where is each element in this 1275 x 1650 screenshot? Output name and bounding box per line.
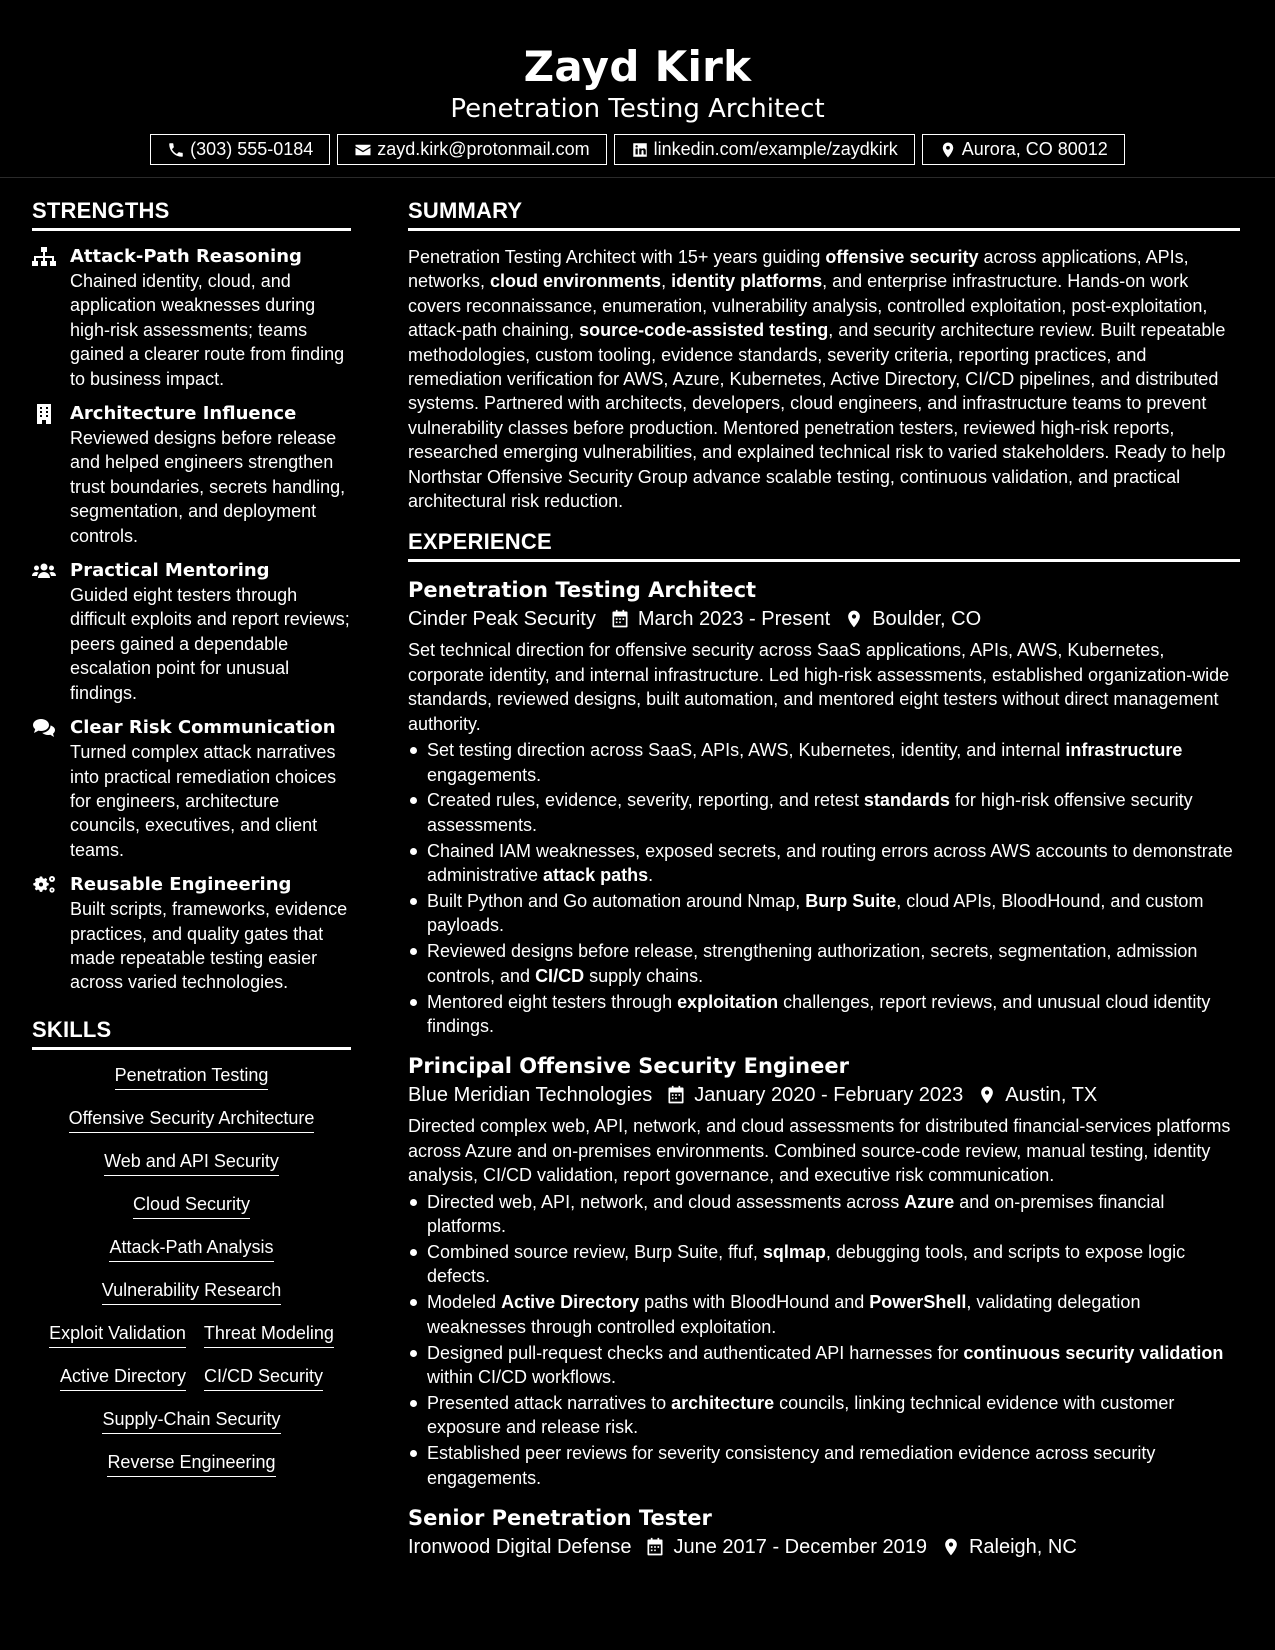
map-pin-icon [941, 1537, 961, 1557]
contact-bar [0, 134, 1275, 165]
contact-text: (303) 555-0184 [190, 139, 314, 159]
contact-text: zayd.kirk@protonmail.com [377, 139, 590, 159]
bold-keyword: exploitation [677, 991, 779, 1012]
map-pin-icon [844, 609, 864, 629]
strength-title: Architecture Influence [70, 403, 297, 425]
text-segment: , validating delegation weaknesses through controlled exploitation. [427, 1292, 1141, 1337]
bold-keyword: cloud environments [490, 271, 662, 292]
job-bullet [408, 939, 1240, 988]
skill-tag: Web and API Security [104, 1150, 279, 1176]
text-segment: , and security architecture review. Built repeatable methodologies, custom tooling, evidence standards, severity criteria, reporting practices, and remediation verification for AWS, Azure, Kubernetes, Active Directory, CI/CD pipelines, and distributed systems. Partnered with architects, developers, cloud engineers, and infrastructure teams to prevent vulnerability classes before production. Mentored penetration testers, reviewed high-risk reports, researched emerging vulnerabilities, and explained technical risk to varied stakeholders. Ready to help Northstar Offensive Security Group advance scalable testing, continuous validation, and practical architectural risk reduction. [408, 320, 1226, 512]
skill-row [32, 1365, 351, 1391]
text-segment: Presented attack narratives to [427, 1392, 672, 1413]
skill-row [32, 1107, 351, 1133]
skill-tag: CI/CD Security [204, 1365, 323, 1391]
skill-tag: Offensive Security Architecture [69, 1107, 315, 1133]
job-bullet [408, 1290, 1240, 1339]
bold-keyword: PowerShell [869, 1292, 967, 1313]
text-segment: supply chains. [584, 965, 704, 986]
users-icon [32, 561, 56, 581]
job-dates: January 2020 - February 2023 [694, 1084, 964, 1107]
skill-tag: Active Directory [60, 1365, 186, 1391]
right-column [408, 198, 1240, 1576]
skill-tag: Cloud Security [133, 1193, 250, 1219]
skills-list [32, 1064, 351, 1477]
text-segment: Combined source review, Burp Suite, ffuf, [427, 1242, 763, 1262]
bold-keyword: Burp Suite [805, 891, 897, 912]
job-bullet [408, 1341, 1240, 1390]
strength-title: Clear Risk Communication [70, 717, 336, 739]
strength-item [32, 873, 351, 995]
candidate-name: Zayd Kirk [523, 42, 752, 91]
job-location: Boulder, CO [872, 608, 982, 631]
skill-row [32, 1064, 351, 1090]
skill-tag: Attack-Path Analysis [109, 1236, 273, 1262]
text-segment: for high-risk offensive security assessments. [427, 790, 1193, 835]
text-segment: Mentored eight testers through [427, 991, 678, 1012]
text-segment: paths with BloodHound and [639, 1292, 870, 1313]
text-segment: . [648, 865, 654, 886]
text-segment: , [661, 271, 672, 292]
job-bullet [408, 738, 1240, 787]
text-segment: Created rules, evidence, severity, reporting, and retest [427, 790, 864, 811]
text-segment: Penetration Testing Architect with 15+ years guiding [408, 247, 826, 267]
job-entry [408, 576, 1240, 1038]
contact-phone[interactable] [150, 134, 330, 165]
job-entry [408, 1052, 1240, 1490]
left-column [32, 198, 351, 1494]
contact-text: Aurora, CO 80012 [961, 139, 1108, 159]
strength-title: Reusable Engineering [70, 874, 292, 896]
strengths-heading: STRENGTHS [32, 198, 351, 231]
skill-tag: Reverse Engineering [107, 1451, 275, 1477]
skill-tag: Threat Modeling [204, 1322, 334, 1348]
skill-row [32, 1150, 351, 1176]
job-bullet [408, 889, 1240, 938]
text-segment: Built Python and Go automation around Nmap, [427, 891, 806, 912]
job-bullet [408, 1441, 1240, 1490]
linkedin-icon [631, 141, 649, 159]
bold-keyword: sqlmap [762, 1242, 826, 1262]
job-bullet [408, 1190, 1240, 1239]
strength-description: Reviewed designs before release and helped engineers strengthen trust boundaries, secrets handling, segmentation, and deployment controls. [70, 428, 346, 546]
text-segment: within CI/CD workflows. [427, 1367, 617, 1388]
experience-heading: EXPERIENCE [408, 529, 1240, 562]
cogs-icon [32, 875, 56, 895]
strength-title: Practical Mentoring [70, 560, 270, 582]
text-segment: councils, linking technical evidence with customer exposure and release risk. [427, 1392, 1175, 1438]
skill-row [32, 1322, 351, 1348]
sitemap-icon [32, 247, 56, 267]
skill-row [32, 1408, 351, 1434]
job-description: Directed complex web, API, network, and cloud assessments for distributed financial-services platforms across Azure and on-premises environments. Combined source-code review, manual testing, identity analysis, CI/CD validation, report governance, and executive risk communication. [408, 1116, 1231, 1186]
map-pin-icon [939, 141, 957, 159]
job-company: Ironwood Digital Defense [408, 1536, 632, 1559]
job-company: Blue Meridian Technologies [408, 1084, 653, 1107]
text-segment: across applications, APIs, networks, [408, 247, 1189, 292]
building-icon [32, 404, 56, 424]
contact-text: linkedin.com/example/zaydkirk [653, 139, 898, 159]
strength-item [32, 716, 351, 862]
text-segment: Designed pull-request checks and authenticated API harnesses for [427, 1342, 964, 1363]
skill-tag: Vulnerability Research [102, 1279, 281, 1305]
text-segment: challenges, report reviews, and unusual cloud identity findings. [427, 991, 1211, 1037]
comments-icon [32, 718, 56, 738]
contact-location[interactable] [922, 134, 1125, 165]
bold-keyword: attack paths [543, 865, 649, 886]
experience-list [408, 576, 1240, 1562]
job-bullet [408, 1240, 1240, 1289]
envelope-icon [354, 141, 372, 159]
bold-keyword: continuous security validation [963, 1342, 1224, 1363]
text-segment: Established peer reviews for severity consistency and remediation evidence across security engagements. [427, 1443, 1156, 1488]
job-bullet [408, 990, 1240, 1039]
job-description: Set technical direction for offensive security across SaaS applications, APIs, AWS, Kubernetes, corporate identity, and internal infrastructure. Led high-risk assessments, established organization-wide standards, reviewed designs, built automation, and mentored eight testers without direct management authority. [408, 640, 1230, 734]
text-segment: , debugging tools, and scripts to expose logic defects. [427, 1242, 1186, 1287]
skill-tag: Supply-Chain Security [102, 1408, 280, 1434]
bold-keyword: CI/CD [535, 965, 585, 986]
job-bullets [408, 1190, 1240, 1490]
calendar-icon [666, 1085, 686, 1105]
job-bullet [408, 839, 1240, 888]
job-entry [408, 1504, 1240, 1562]
job-meta [408, 604, 1240, 634]
bold-keyword: source-code-assisted testing [579, 320, 829, 341]
skill-row [32, 1193, 351, 1219]
skills-heading: SKILLS [32, 1017, 351, 1050]
text-segment: Chained IAM weaknesses, exposed secrets, and routing errors across AWS accounts to demonstrate administrative [427, 840, 1233, 886]
text-segment: Set testing direction across SaaS, APIs, AWS, Kubernetes, identity, and internal [427, 740, 1066, 761]
contact-email[interactable] [337, 134, 606, 165]
bold-keyword: Azure [904, 1191, 955, 1212]
strength-item [32, 245, 351, 391]
strength-description: Guided eight testers through difficult exploits and report reviews; peers gained a dependable escalation point for unusual findings. [70, 585, 350, 703]
text-segment: , and enterprise infrastructure. Hands-on work covers reconnaissance, enumeration, vulnerability analysis, controlled exploitation, post-exploitation, attack-path chaining, [408, 271, 1208, 341]
job-title: Principal Offensive Security Engineer [408, 1054, 849, 1079]
strength-title: Attack-Path Reasoning [70, 246, 302, 267]
job-meta [408, 1080, 1240, 1110]
calendar-icon [610, 609, 630, 629]
calendar-icon [645, 1537, 665, 1557]
text-segment: and on-premises financial platforms. [427, 1191, 1165, 1237]
job-location: Raleigh, NC [968, 1536, 1077, 1559]
text-segment: Directed web, API, network, and cloud assessments across [427, 1191, 905, 1212]
strength-item [32, 402, 351, 548]
job-location: Austin, TX [1005, 1084, 1098, 1107]
text-segment: Modeled [427, 1292, 502, 1313]
text-segment: engagements. [427, 764, 542, 785]
bold-keyword: architecture [671, 1392, 775, 1413]
job-bullet [408, 1391, 1240, 1440]
strength-item [32, 559, 351, 705]
strength-description: Turned complex attack narratives into practical remediation choices for engineers, architecture councils, executives, and client teams. [70, 742, 337, 860]
phone-icon [167, 141, 185, 159]
job-company: Cinder Peak Security [408, 608, 596, 631]
summary-heading: SUMMARY [408, 198, 1240, 231]
map-pin-icon [977, 1085, 997, 1105]
skill-row [32, 1451, 351, 1477]
job-bullet [408, 788, 1240, 837]
job-dates: March 2023 - Present [637, 608, 831, 631]
candidate-title: Penetration Testing Architect [450, 94, 825, 124]
text-segment: , cloud APIs, BloodHound, and custom payloads. [427, 891, 1204, 936]
bold-keyword: offensive security [825, 247, 979, 267]
job-title: Senior Penetration Tester [408, 1506, 712, 1531]
strength-description: Built scripts, frameworks, evidence practices, and quality gates that made repeatable testing easier across varied technologies. [70, 899, 348, 993]
job-dates: June 2017 - December 2019 [673, 1536, 927, 1559]
bold-keyword: Active Directory [501, 1292, 640, 1313]
job-meta [408, 1532, 1240, 1562]
contact-linkedin[interactable] [614, 134, 915, 165]
skill-tag: Exploit Validation [49, 1322, 186, 1348]
skill-row [32, 1236, 351, 1262]
skill-tag: Penetration Testing [115, 1064, 269, 1090]
skill-row [32, 1279, 351, 1305]
bold-keyword: standards [863, 790, 950, 811]
summary-text [408, 245, 1240, 513]
bold-keyword: identity platforms [671, 271, 823, 292]
bold-keyword: infrastructure [1065, 740, 1183, 761]
job-bullets [408, 738, 1240, 1038]
strength-description: Chained identity, cloud, and application weaknesses during high-risk assessments; teams gained a clearer route from finding to business impact. [70, 271, 345, 389]
job-title: Penetration Testing Architect [408, 578, 757, 603]
text-segment: Reviewed designs before release, strengthening authorization, secrets, segmentation, admission controls, and [427, 941, 1198, 986]
resume-header [0, 0, 1275, 178]
